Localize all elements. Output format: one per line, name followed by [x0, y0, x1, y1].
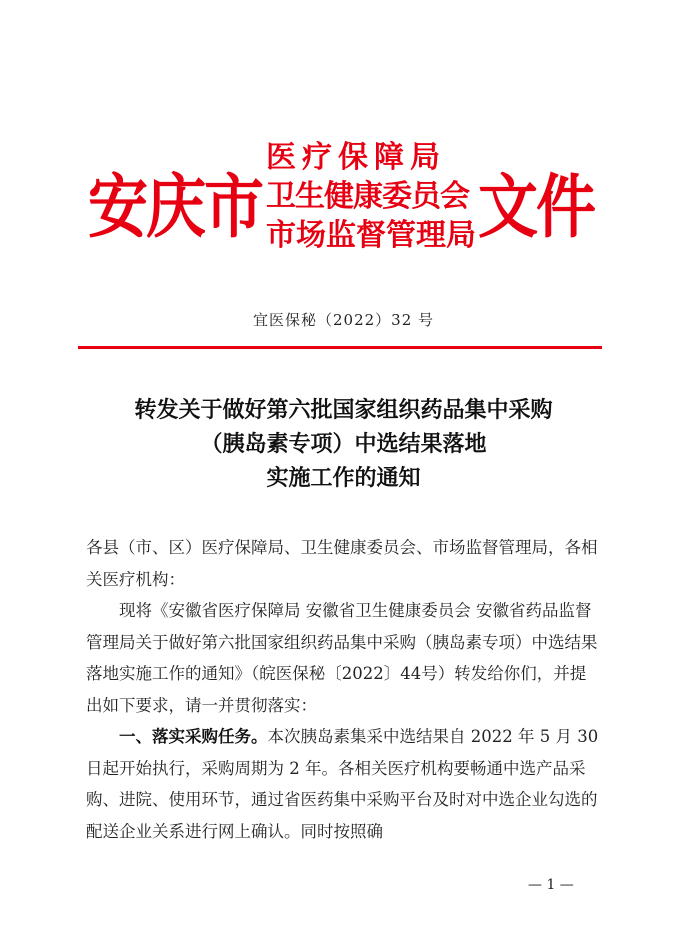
header-city: 安庆市: [88, 169, 262, 246]
page-number: — 1 —: [528, 877, 574, 893]
document-number: 宜医保秘（2022）32 号: [252, 311, 435, 329]
section-1-text: 本次胰岛素集采中选结果自 2022 年 5 月 30 日起开始执行，采购周期为 2 年。各相关医疗机构要畅通中选产品采购、进院、使用环节，通过省医药集中采购平台及时对中选企业勾选的配送企业关系进行网上确认。同时按照确: [86, 727, 599, 841]
document-title: [0, 393, 687, 495]
section-1: [86, 721, 600, 847]
title-line-1: 转发关于做好第六批国家组织药品集中采购: [134, 397, 553, 423]
header-agencies: [266, 138, 476, 255]
header-agency-1: 医疗保障局: [266, 141, 446, 174]
title-line-3: 实施工作的通知: [266, 465, 421, 491]
section-1-heading: 一、落实采购任务。: [119, 727, 268, 746]
red-divider: [78, 346, 602, 349]
header-agency-3: 市场监督管理局: [266, 219, 476, 252]
header-agency-2: 卫生健康委员会: [266, 180, 469, 213]
header-doc-type: 文件: [478, 169, 594, 246]
paragraph-1: 现将《安徽省医疗保障局 安徽省卫生健康委员会 安徽省药品监督管理局关于做好第六批国家组织药品集中采购（胰岛素专项）中选结果落地实施工作的通知》（皖医保秘〔2022〕44号）转发给你们，并提出如下要求，请一并贯彻落实：: [86, 601, 598, 715]
title-line-2: （胰岛素专项）中选结果落地: [200, 431, 487, 457]
document-body: [86, 532, 600, 847]
salutation: 各县（市、区）医疗保障局、卫生健康委员会、市场监督管理局，各相关医疗机构：: [86, 538, 598, 589]
